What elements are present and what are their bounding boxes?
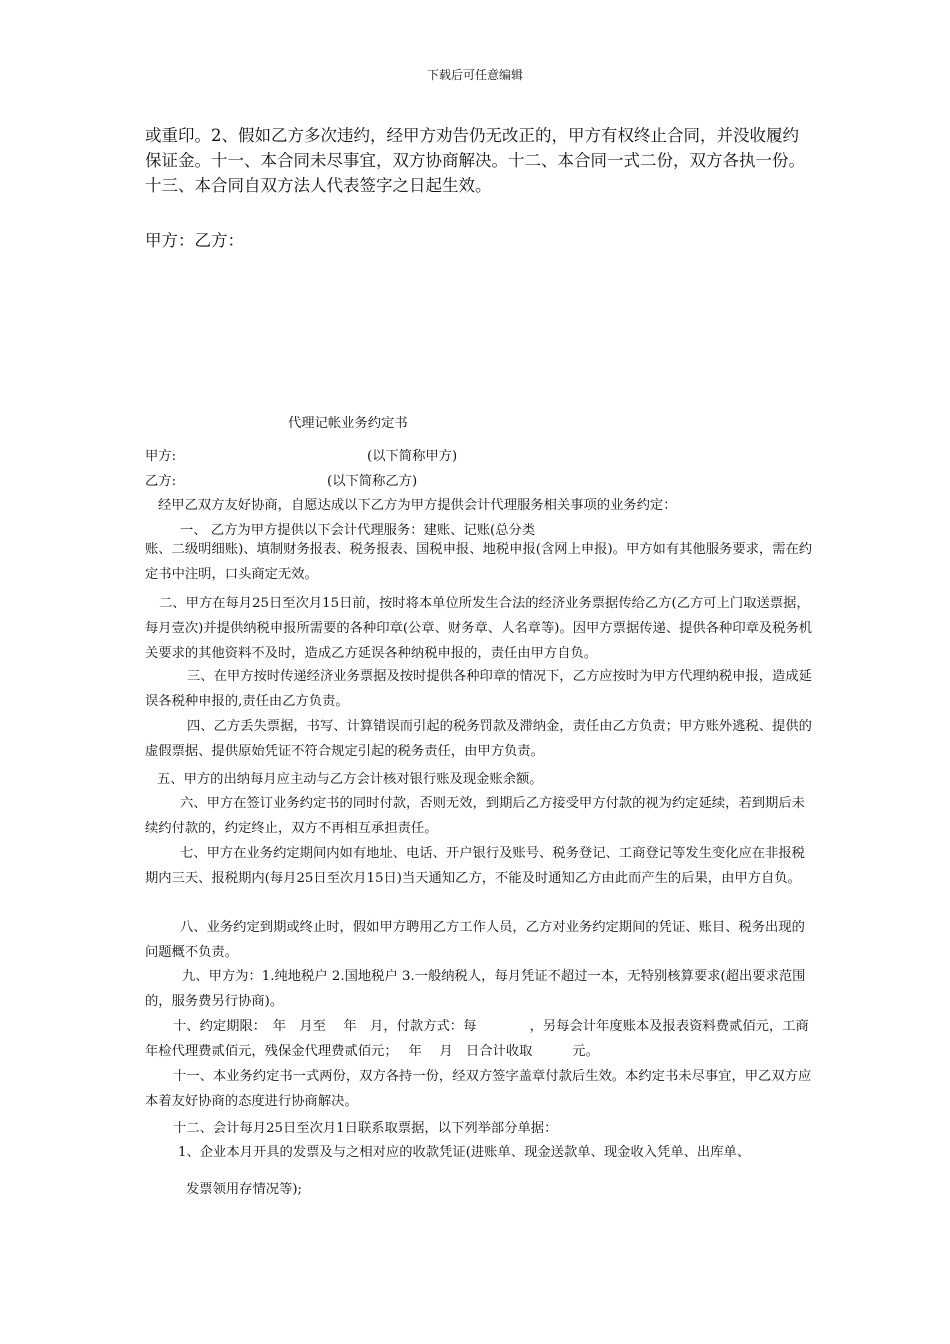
- clause-6: 六、甲方在签订业务约定书的同时付款，否则无效，到期后乙方接受甲方付款的视为约定延续，若到期后未续约付款的，约定终止，双方不再相互承担责任。: [145, 796, 805, 836]
- party-a-label: 甲方:: [145, 449, 177, 464]
- signature-line: 甲方：乙方：: [145, 231, 244, 250]
- intro-paragraph: 或重印。2、假如乙方多次违约，经甲方劝告仍无改正的，甲方有权终止合同，并没收履约保证金。十一、本合同未尽事宜，双方协商解决。十二、本合同一式二份，双方各执一份。十三、本合同自双方法人代表签字之日起生效。: [145, 126, 805, 195]
- list-item-1-line-2: 发票领用存情况等);: [186, 1182, 303, 1197]
- preamble: 经甲乙双方友好协商，自愿达成以下乙方为甲方提供会计代理服务相关事项的业务约定：: [158, 498, 677, 513]
- clause-4: 四、乙方丢失票据，书写、计算错误而引起的税务罚款及滞纳金，责任由乙方负责；甲方账外逃税、提供的虚假票据、提供原始凭证不符合规定引起的税务责任，由甲方负责。: [145, 719, 812, 759]
- list-item-1-line-1: 1、企业本月开具的发票及与之相对应的收款凭证(进账单、现金送款单、现金收入凭单、出库单、: [178, 1145, 751, 1160]
- clause-1-continued: 账、二级明细账)、填制财务报表、税务报表、国税申报、地税申报(含网上申报)。甲方如有其他服务要求，需在约定书中注明，口头商定无效。: [145, 542, 813, 582]
- clause-1-first-line: 一、 乙方为甲方提供以下会计代理服务：建账、记账(总分类: [180, 523, 536, 538]
- clause-12: 十二、会计每月25日至次月1日联系取票据，以下列举部分单据：: [173, 1121, 558, 1136]
- party-b-label: 乙方:: [145, 474, 177, 489]
- clause-9: 九、甲方为：1.纯地税户 2.国地税户 3.一般纳税人，每月凭证不超过一本，无特别核算要求(超出要求范围的，服务费另行协商)。: [145, 969, 806, 1009]
- clause-7: 七、甲方在业务约定期间内如有地址、电话、开户银行及账号、税务登记、工商登记等发生变化应在非报税期内三天、报税期内(每月25日至次月15日)当天通知乙方，不能及时通知乙方由此而产生的后果，由甲方自负。: [145, 846, 805, 886]
- party-b-note: (以下简称乙方): [327, 474, 418, 489]
- party-a-note: (以下简称甲方): [367, 449, 458, 464]
- page-header-note: 下载后可任意编辑: [426, 68, 523, 82]
- clause-3: 三、在甲方按时传递经济业务票据及按时提供各种印章的情况下，乙方应按时为甲方代理纳税申报，造成延误各税种申报的,责任由乙方负责。: [145, 669, 812, 709]
- contract-title: 代理记帐业务约定书: [288, 416, 408, 431]
- clause-2: 二、甲方在每月25日至次月15日前，按时将本单位所发生合法的经济业务票据传给乙方(乙方可上门取送票据，每月壹次)并提供纳税申报所需要的各种印章(公章、财务章、人名章等)。因甲方票据传递、提供各种印章及税务机关要求的其他资料不及时，造成乙方延误各种纳税申报的，责任由甲方自负。: [145, 596, 813, 661]
- clause-8: 八、业务约定到期或终止时，假如甲方聘用乙方工作人员，乙方对业务约定期间的凭证、账目、税务出现的问题概不负责。: [145, 920, 805, 960]
- clause-11: 十一、本业务约定书一式两份，双方各持一份，经双方签字盖章付款后生效。本约定书未尽事宜，甲乙双方应本着友好协商的态度进行协商解决。: [145, 1069, 812, 1109]
- clause-10: 十、约定期限： 年 月至 年 月，付款方式：每 ，另每会计年度账本及报表资料费贰佰元，工商年检代理费贰佰元，残保金代理费贰佰元； 年 月 日合计收取 元。: [145, 1019, 809, 1059]
- clause-5: 五、甲方的出纳每月应主动与乙方会计核对银行账及现金账余额。: [157, 772, 543, 787]
